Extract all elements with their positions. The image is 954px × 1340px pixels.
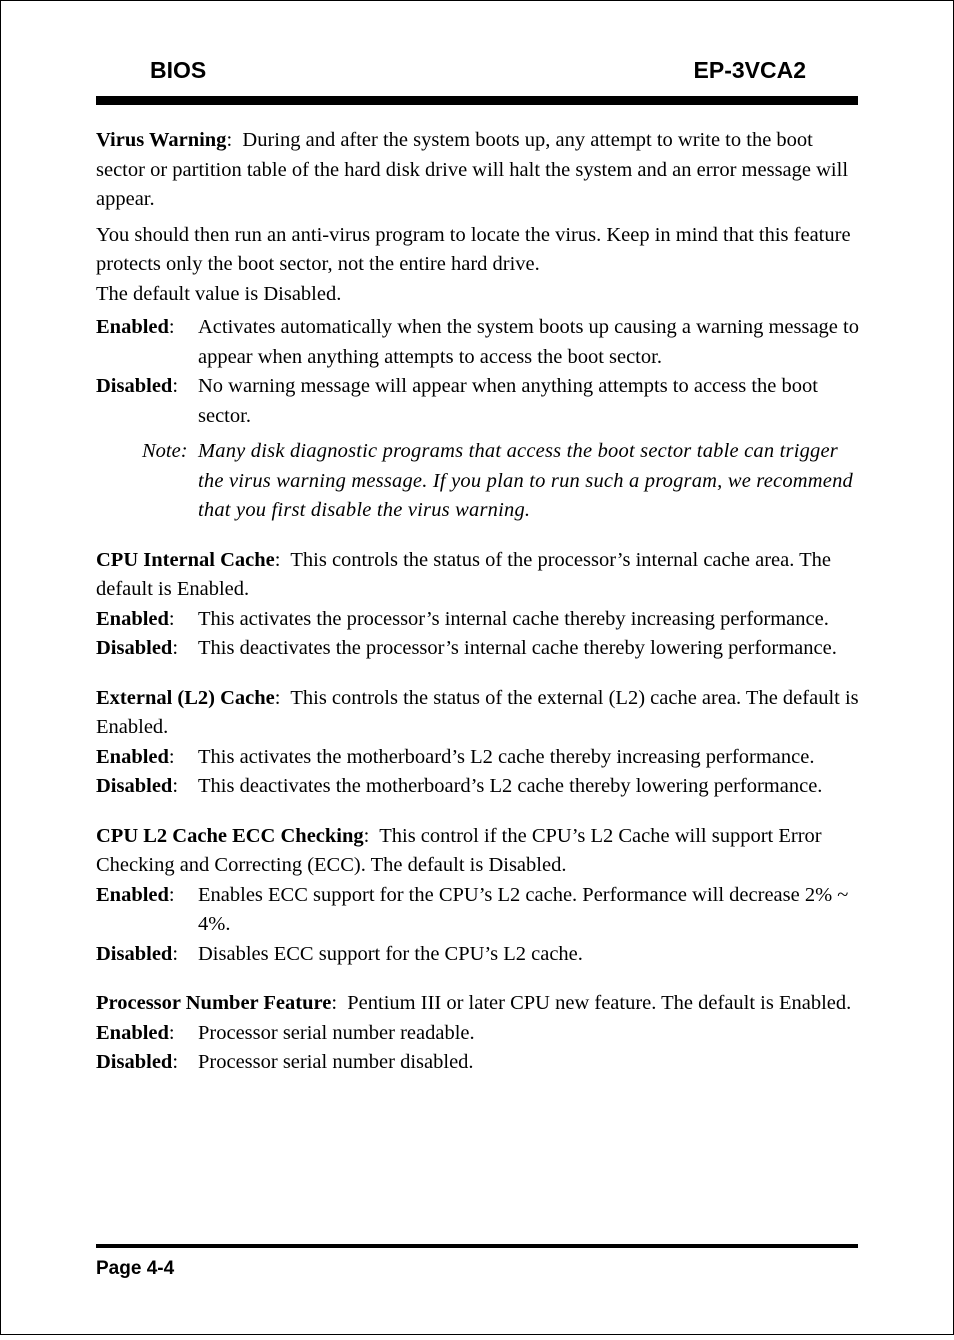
psn-title: Processor Number Feature — [96, 992, 332, 1014]
virus-note — [96, 437, 860, 526]
psn-desc: Processor Number Feature: Pentium III or later CPU new feature. The default is Enabled. — [96, 992, 852, 1014]
option-label: Disabled — [96, 637, 173, 659]
footer-rule — [96, 1244, 858, 1248]
page-number: Page 4-4 — [96, 1258, 175, 1279]
cpu-cache-desc: CPU Internal Cache: This controls the status of the processor’s internal cache area. The default is Enabled. — [96, 548, 831, 600]
ecc-desc: CPU L2 Cache ECC Checking: This control if the CPU’s L2 Cache will support Error Checking and Correcting (ECC). The default is Disabled. — [96, 824, 822, 876]
virus-warning-default: The default value is Disabled. — [96, 282, 342, 305]
ext-cache-title: External (L2) Cache — [96, 686, 275, 709]
note-text: Many disk diagnostic programs that access the boot sector table can trigger the virus warning message. If you plan to run such a program, we recommend that you first disable the virus warning. — [198, 440, 853, 521]
ext-cache-desc: External (L2) Cache: This controls the status of the external (L2) cache area. The default is Enabled. — [96, 686, 859, 738]
option-label: Enabled — [96, 745, 169, 768]
cpu-cache-option-enabled: Enabled: This activates the processor’s internal cache thereby increasing performance. — [96, 605, 860, 635]
option-text: No warning message will appear when anything attempts to access the boot sector. — [198, 375, 818, 427]
option-label: Disabled — [96, 375, 173, 397]
page-content — [96, 126, 860, 1078]
header-rule — [96, 96, 858, 105]
option-label: Enabled — [96, 316, 169, 338]
virus-option-enabled: Enabled: Activates automatically when the system boots up causing a warning message to appear when anything attempts to access the boot sector. — [96, 313, 860, 372]
header-section-title: BIOS — [150, 57, 207, 83]
cpu-cache-option-disabled: Disabled: This deactivates the processor’s internal cache thereby lowering performance. — [96, 634, 860, 664]
ecc-option-disabled: Disabled: Disables ECC support for the CPU’s L2 cache. — [96, 940, 860, 970]
ecc-title: CPU L2 Cache ECC Checking — [96, 824, 364, 847]
cpu-cache-title: CPU Internal Cache — [96, 548, 275, 571]
ext-cache-option-disabled: Disabled: This deactivates the motherboard’s L2 cache thereby lowering performance. — [96, 772, 860, 802]
option-text: This deactivates the motherboard’s L2 cache thereby lowering performance. — [198, 775, 823, 797]
option-text: This activates the processor’s internal cache thereby increasing performance. — [198, 607, 829, 630]
option-text: Disables ECC support for the CPU’s L2 cache. — [198, 942, 583, 965]
option-text: This activates the motherboard’s L2 cache thereby increasing performance. — [198, 745, 815, 768]
ecc-option-enabled: Enabled: Enables ECC support for the CPU’s L2 cache. Performance will decrease 2% ~ 4%. — [96, 881, 860, 940]
note-label: Note: — [142, 440, 188, 462]
option-text: This deactivates the processor’s internal cache thereby lowering performance. — [198, 637, 837, 659]
option-text: Activates automatically when the system boots up causing a warning message to appear when anything attempts to access the boot sector. — [198, 316, 859, 368]
virus-warning-para2: You should then run an anti-virus program to locate the virus. Keep in mind that this feature protects only the boot sector, not the entire hard drive. — [96, 223, 851, 275]
psn-option-enabled: Enabled: Processor serial number readable. — [96, 1019, 860, 1049]
option-label: Disabled — [96, 1051, 173, 1073]
virus-warning-title: Virus Warning — [96, 129, 227, 151]
header-model-name: EP-3VCA2 — [693, 57, 806, 83]
option-label: Enabled — [96, 607, 169, 630]
option-label: Enabled — [96, 1021, 169, 1044]
option-text: Enables ECC support for the CPU’s L2 cache. Performance will decrease 2% ~ 4%. — [198, 883, 849, 935]
option-label: Enabled — [96, 883, 169, 906]
option-label: Disabled — [96, 775, 173, 797]
option-text: Processor serial number disabled. — [198, 1051, 474, 1073]
psn-option-disabled: Disabled: Processor serial number disabled. — [96, 1048, 860, 1078]
virus-warning-desc: Virus Warning: During and after the system boots up, any attempt to write to the boot sector or partition table of the hard disk drive will halt the system and an error message will appear. — [96, 129, 849, 210]
option-label: Disabled — [96, 942, 173, 965]
option-text: Processor serial number readable. — [198, 1021, 475, 1044]
virus-option-disabled: Disabled: No warning message will appear when anything attempts to access the boot sector. — [96, 372, 860, 431]
ext-cache-option-enabled: Enabled: This activates the motherboard’s L2 cache thereby increasing performance. — [96, 743, 860, 773]
